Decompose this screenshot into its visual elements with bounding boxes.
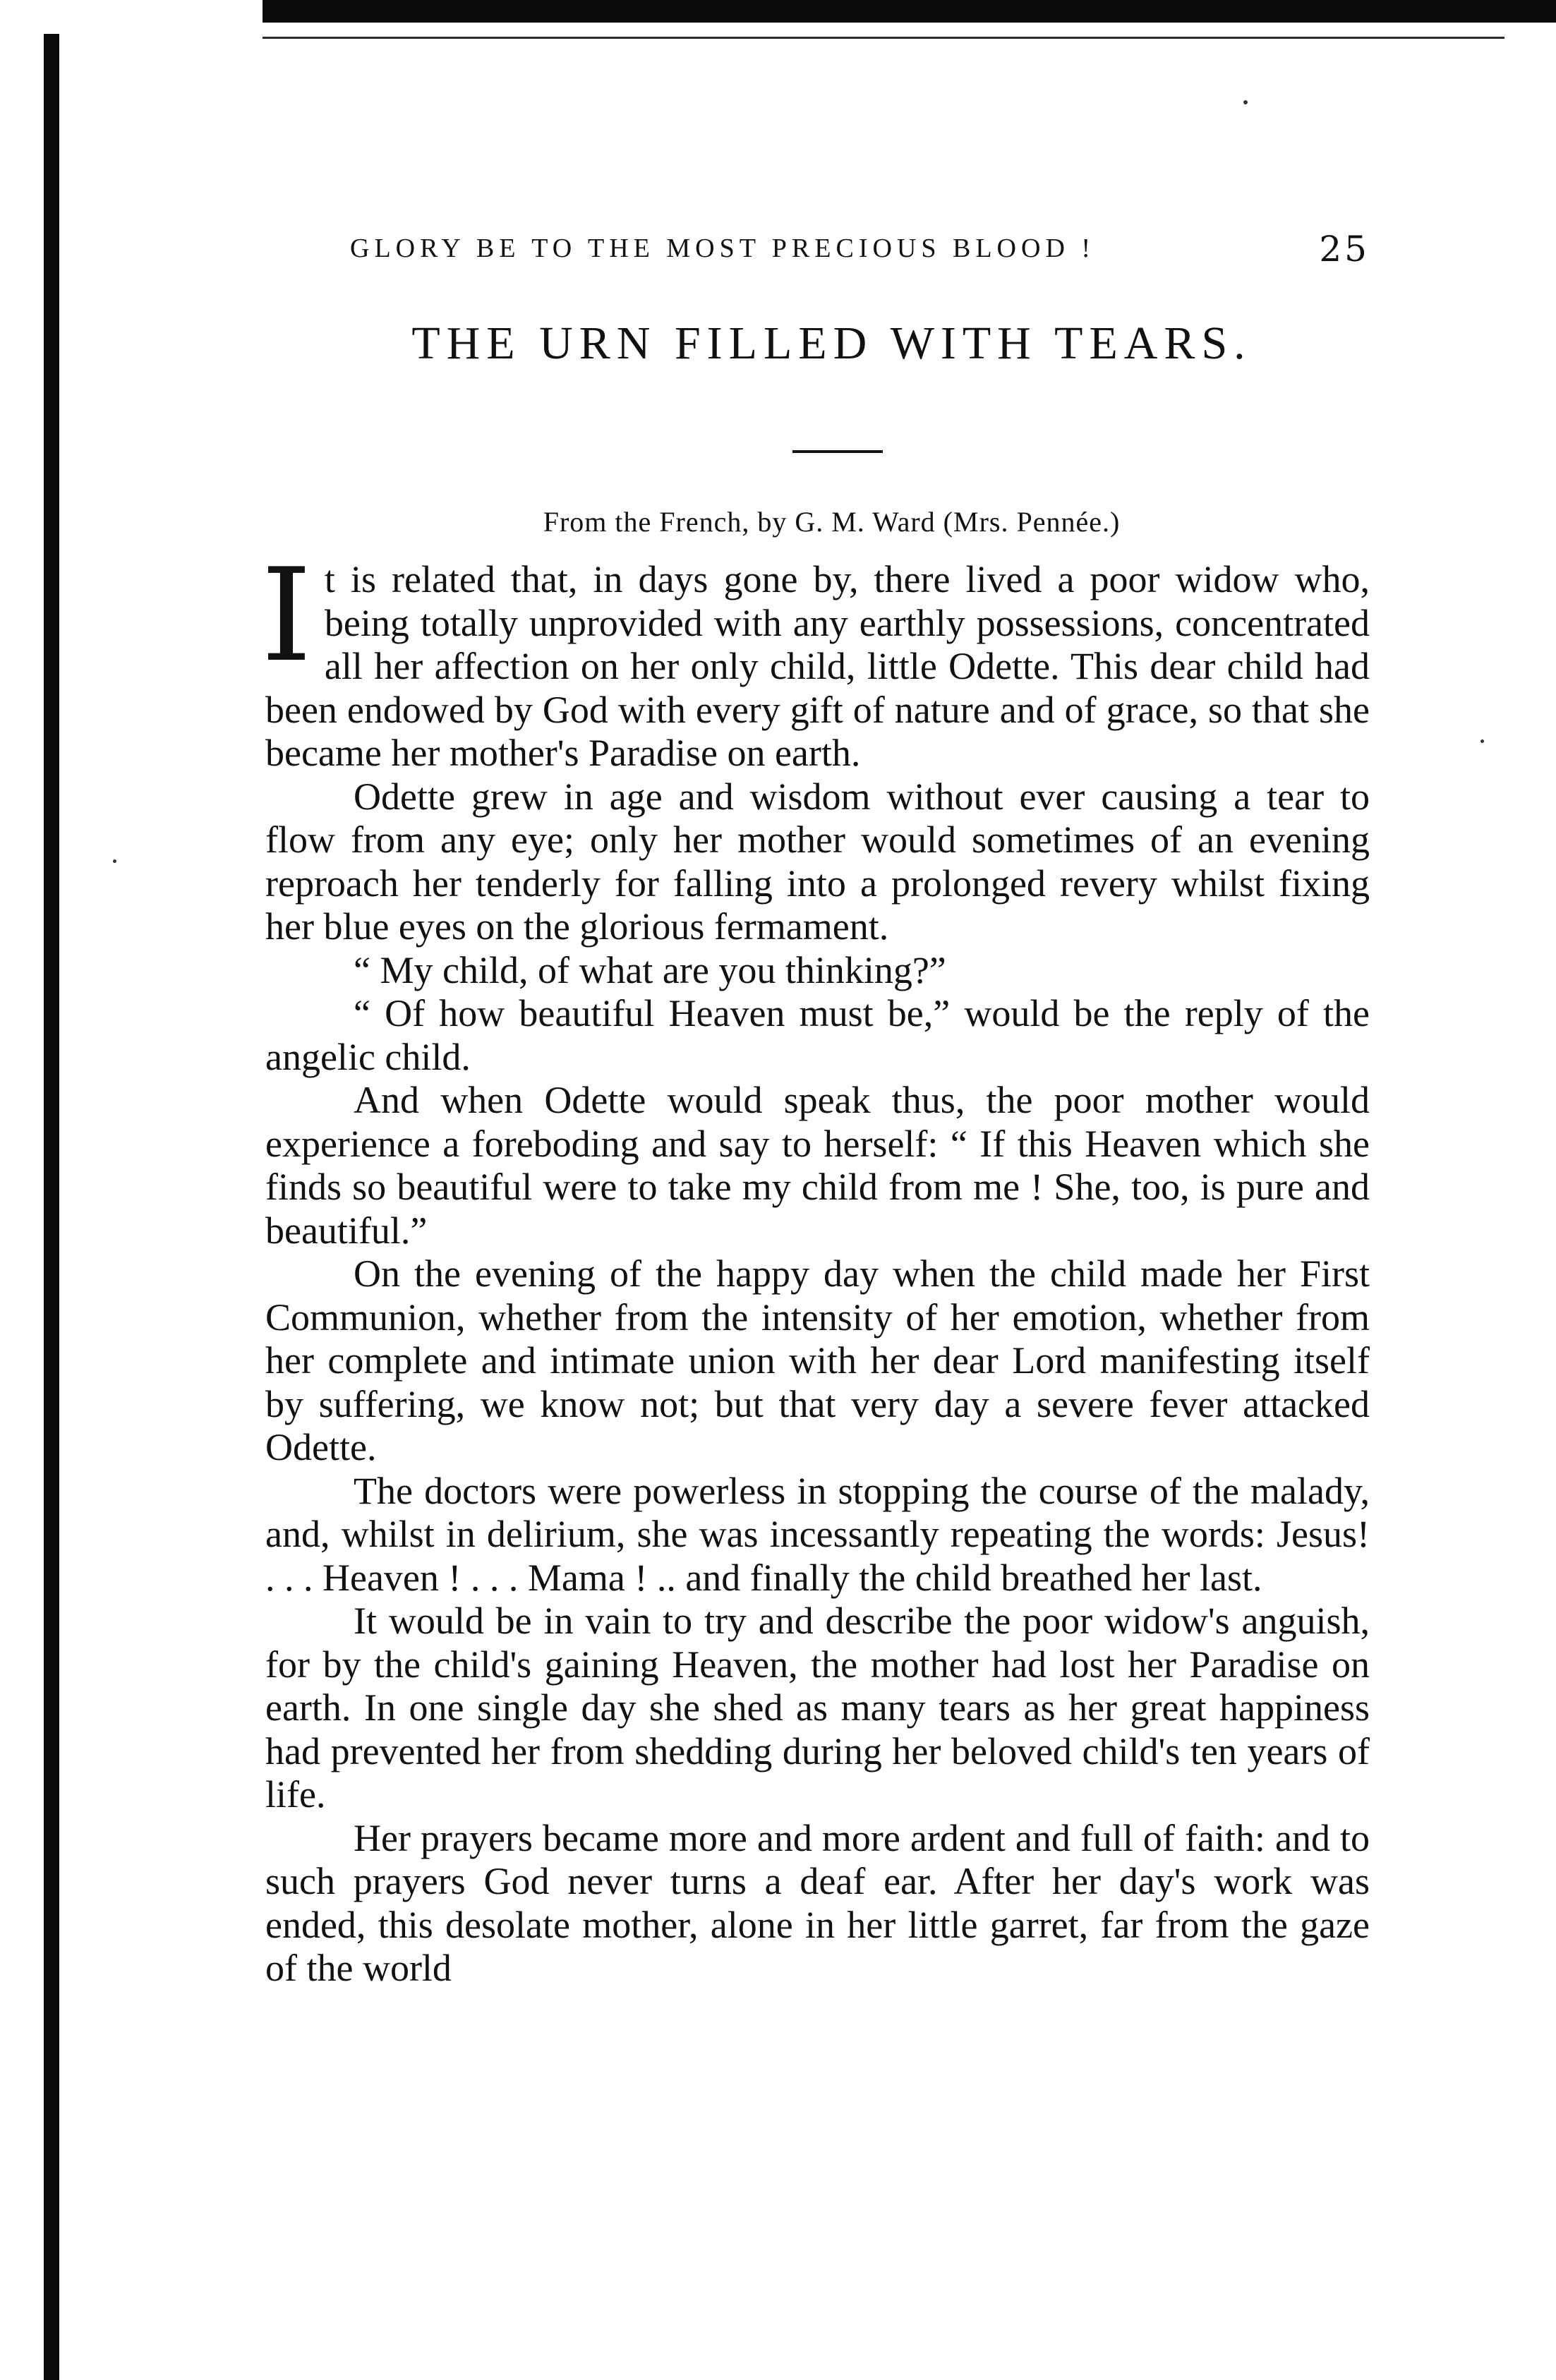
scan-top-edge [263,0,1556,23]
paragraph: And when Odette would speak thus, the poor mother would experience a foreboding and say to herself: “ If this Heaven which she finds so beautiful were to take my child from me ! She, too, is pure and beautiful.” [265,1079,1370,1252]
paragraph: It would be in vain to try and describe the poor widow's anguish, for by the child's gaining Heaven, the mother had lost her Paradise on earth. In one single day she shed as many tears as her great happiness had prevented her from shedding during her beloved child's ten years of life. [265,1600,1370,1816]
paragraph: Odette grew in age and wisdom without ever causing a tear to flow from any eye; only her mother would sometimes of an evening reproach her tenderly for falling into a prolonged revery whilst fixing her blue eyes on the glorious fermament. [265,775,1370,948]
paragraph: The doctors were powerless in stopping the course of the malady, and, whilst in delirium, she was incessantly repeating the words: Jesus! . . . Heaven ! . . . Mama ! .. and finally the child breathed her last. [265,1469,1370,1599]
scan-top-rule [263,37,1504,39]
drop-cap: I [261,540,312,690]
article-title: THE URN FILLED WITH TEARS. [411,318,1252,369]
scan-speck [1480,739,1484,743]
page-number: 25 [1319,229,1370,270]
scan-left-edge [44,34,59,2380]
article-body [261,540,1370,1991]
paragraph [261,540,1370,775]
paragraph: “ Of how beautiful Heaven must be,” would be the reply of the angelic child. [265,992,1370,1078]
book-page [261,229,1370,1991]
paragraph: On the evening of the happy day when the child made her First Communion, whether from the intensity of her emotion, whether from her complete and intimate union with her dear Lord manifesting itself by suffering, we know not; but that very day a severe fever attacked Odette. [265,1252,1370,1468]
scan-speck [113,859,116,863]
byline: From the French, by G. M. Ward (Mrs. Pennée.) [543,506,1121,538]
paragraph: “ My child, of what are you thinking?” [354,948,946,991]
scan-speck [1243,100,1248,104]
running-head-title: GLORY BE TO THE MOST PRECIOUS BLOOD ! [350,234,1096,263]
running-head [265,229,1370,275]
paragraph-text: t is related that, in days gone by, there lived a poor widow who, being totally unprovided with any earthly possessions, concentrated all her affection on her only child, little Odette. This dear child had been endowed by God with every gift of nature and of grace, so that she became her mother's Paradise on earth. [265,558,1370,774]
title-divider [792,450,883,453]
paragraph: Her prayers became more and more ardent and full of faith: and to such prayers God never turns a deaf ear. After her day's work was ended, this desolate mother, alone in her little garret, far from the gaze of the world [265,1816,1370,1989]
